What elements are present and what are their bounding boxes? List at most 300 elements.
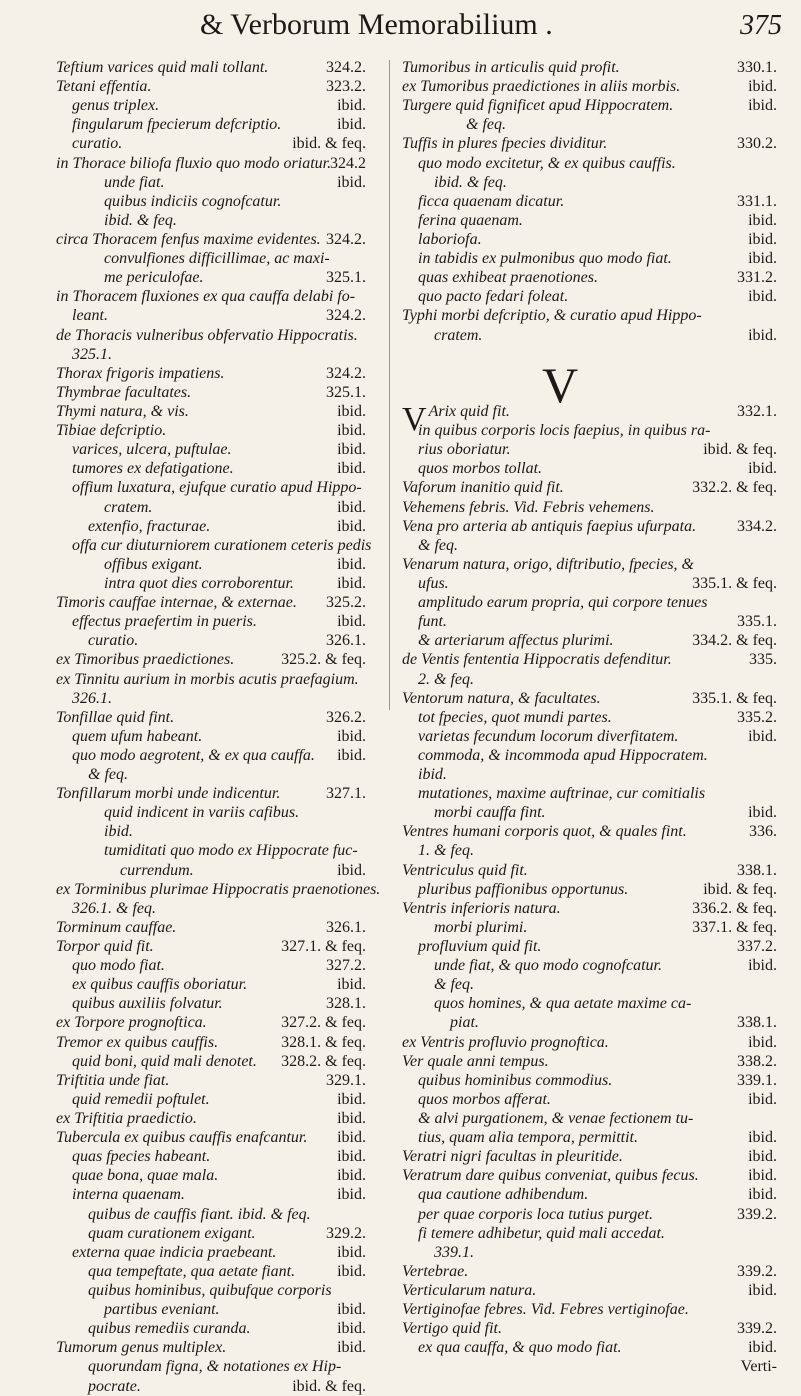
entry-text (72, 478, 362, 497)
entry-text (72, 115, 281, 134)
entry-label: curatio. (72, 135, 123, 153)
entry-label: & feq. (434, 976, 474, 994)
entry-label: quorundam figna, & notationes ex Hip- (88, 1358, 342, 1376)
entry-text (56, 918, 176, 937)
entry-text (104, 192, 281, 211)
index-column-left (56, 58, 381, 1396)
page-reference: ibid. (337, 173, 366, 191)
entry-text (56, 230, 321, 249)
index-entry (402, 727, 777, 746)
entry-text (434, 994, 691, 1013)
entry-label: Vertigo quid fit. (402, 1320, 502, 1338)
index-entry (402, 154, 777, 173)
entry-label: varietas fecundum locorum diverfitatem. (418, 727, 679, 745)
entry-text (104, 249, 330, 268)
entry-text (56, 58, 268, 77)
entry-label: qua tempeftate, qua aetate fiant. (88, 1262, 296, 1280)
entry-label: ficca quaenam dicatur. (418, 192, 565, 210)
entry-text (418, 154, 676, 173)
index-entry (56, 956, 366, 975)
entry-text (402, 1166, 699, 1185)
page-reference: 335.1. (737, 613, 777, 631)
entry-label: ibid. (104, 823, 133, 841)
page-reference: ibid. (748, 326, 777, 344)
entry-text (72, 975, 247, 994)
page-reference: 335.1. & feq. (692, 574, 777, 592)
page-reference: 327.1. & feq. (281, 938, 366, 956)
page-reference: ibid. (337, 574, 366, 592)
index-entry (402, 1052, 777, 1071)
entry-text (402, 1319, 502, 1338)
page-reference: 339.2. (737, 1205, 777, 1223)
page-reference: 334.2. (737, 517, 777, 535)
index-entry (56, 880, 381, 899)
index-entry (56, 1205, 366, 1224)
index-entry (56, 899, 366, 918)
entry-label: quas fpecies habeant. (72, 1148, 211, 1166)
index-entry (402, 670, 777, 689)
entry-text (418, 1224, 665, 1243)
entry-label: pluribus paffionibus opportunus. (418, 880, 629, 898)
page-reference: ibid. & feq. (703, 441, 777, 459)
entry-text (418, 192, 564, 211)
entry-text (72, 994, 223, 1013)
entry-text (56, 593, 297, 612)
page-reference: 324.2. (326, 59, 366, 76)
entry-text (418, 268, 598, 287)
page-reference: 326.1. (326, 632, 366, 650)
index-entry (56, 287, 366, 306)
index-entry (56, 574, 366, 593)
entry-label: Tumoribus in articulis quid profit. (402, 59, 620, 76)
entry-text (434, 918, 527, 937)
index-entry (56, 918, 366, 937)
index-entry (402, 593, 777, 612)
entry-text (402, 498, 655, 517)
entry-text (402, 689, 601, 708)
entry-text (56, 402, 189, 421)
entry-label: Thymi natura, & vis. (56, 402, 189, 420)
index-entry (402, 1281, 777, 1300)
entry-label: quem ufum habeant. (72, 727, 203, 745)
index-entry (402, 77, 777, 96)
page-reference: ibid. (337, 402, 366, 420)
entry-text (418, 459, 542, 478)
entry-text (402, 1300, 689, 1319)
entry-label: Tonfillae quid fint. (56, 708, 175, 726)
entry-label: Tubercula ex quibus cauffis enafcantur. (56, 1129, 308, 1147)
page-reference: ibid. (337, 1110, 366, 1128)
index-entry (56, 1071, 366, 1090)
page-reference: ibid. (748, 1282, 777, 1299)
index-entry (402, 1319, 777, 1338)
index-entry (402, 956, 777, 975)
index-entry (56, 841, 366, 860)
page-reference: ibid. & feq. (292, 135, 366, 153)
index-entry (402, 1205, 777, 1224)
entry-text (418, 287, 568, 306)
index-entry (402, 880, 777, 899)
entry-text (72, 727, 202, 746)
entry-text (72, 612, 257, 631)
index-entry (402, 918, 777, 937)
page-reference: ibid. (337, 460, 366, 478)
index-entry (56, 58, 366, 77)
entry-text (56, 287, 355, 306)
entry-label: 339.1. (434, 1243, 474, 1261)
page-reference: 339.2. (737, 1320, 777, 1338)
entry-text (402, 134, 607, 153)
index-entry (56, 994, 366, 1013)
entry-label: in quibus corporis locis faepius, in quibus ra- (418, 422, 711, 440)
index-entry (402, 306, 777, 325)
entry-label: & alvi purgationem, & venae fectionem tu- (418, 1110, 694, 1128)
entry-text (88, 1205, 311, 1224)
page-reference: 334.2. & feq. (692, 632, 777, 650)
page-reference: ibid. (748, 250, 777, 268)
index-entry (56, 727, 366, 746)
page-reference: ibid. (337, 498, 366, 516)
entry-text (402, 1281, 536, 1300)
entry-text (56, 364, 224, 383)
index-entry (402, 268, 777, 287)
index-entry (402, 746, 777, 765)
entry-text (434, 975, 474, 994)
index-entry (402, 861, 777, 880)
page-reference: ibid. (748, 97, 777, 115)
entry-label: 326.1. & feq. (72, 899, 156, 917)
index-entry (56, 134, 366, 153)
page-reference: ibid. (748, 230, 777, 248)
entry-text (88, 1281, 332, 1300)
index-entry (56, 1166, 366, 1185)
entry-label: varices, ulcera, puftulae. (72, 441, 232, 459)
index-entry (56, 612, 366, 631)
entry-label: Vertebrae. (402, 1262, 469, 1280)
entry-text (88, 1262, 295, 1281)
entry-text (402, 899, 561, 918)
entry-label: mutationes, maxime auftrinae, cur comitialis (418, 785, 706, 803)
index-entry (56, 326, 366, 345)
page-reference: 325.2. & feq. (281, 651, 366, 669)
blank-line (402, 345, 777, 364)
page-reference: ibid. (337, 441, 366, 459)
entry-text (418, 631, 614, 650)
entry-label: quibus remediis curanda. (88, 1320, 251, 1338)
page-reference: ibid. (337, 976, 366, 994)
index-entry (56, 154, 366, 173)
index-entry (56, 689, 366, 708)
index-entry (56, 498, 366, 517)
index-entry (402, 173, 777, 192)
entry-text (434, 956, 662, 975)
page-reference: 338.1. (737, 1014, 777, 1032)
index-entry (56, 746, 366, 765)
index-entry (56, 459, 366, 478)
entry-label: per quae corporis loca tutius purget. (418, 1205, 653, 1223)
entry-label: currendum. (120, 861, 194, 879)
entry-label: Tumorum genus multiplex. (56, 1339, 227, 1357)
entry-label: Torminum cauffae. (56, 918, 177, 936)
entry-label: tumores ex defatigatione. (72, 460, 234, 478)
entry-label: & arteriarum affectus plurimi. (418, 632, 614, 650)
index-entry (56, 1147, 366, 1166)
entry-text (88, 631, 138, 650)
entry-text (104, 1300, 220, 1319)
entry-label: ex Tinnitu aurium in morbis acutis praefagium. (56, 670, 359, 688)
entry-label: quos morbos tollat. (418, 460, 543, 478)
entry-text (434, 173, 507, 192)
entry-text (120, 861, 194, 880)
page-reference: ibid. (337, 1090, 366, 1108)
page-reference: 328.1. (326, 995, 366, 1013)
entry-label: 2. & feq. (418, 670, 474, 688)
entry-text (104, 173, 164, 192)
entry-label: quibus de cauffis fiant. ibid. & feq. (88, 1205, 311, 1223)
index-entry (402, 994, 777, 1013)
entry-text (56, 77, 151, 96)
page-reference: ibid. & feq. (703, 880, 777, 898)
entry-label: Ventorum natura, & facultates. (402, 689, 601, 707)
page-reference: ibid. (337, 1339, 366, 1357)
index-entry (56, 1013, 366, 1032)
entry-label: ex quibus cauffis oboriatur. (72, 976, 248, 994)
page-reference: 337.2. (737, 938, 777, 956)
entry-label: quos homines, & qua aetate maxime ca- (434, 995, 692, 1013)
page-number: 375 (740, 10, 782, 41)
entry-label: ex Torpore prognoftica. (56, 1014, 207, 1032)
entry-text (72, 440, 232, 459)
index-entry (56, 306, 366, 325)
entry-label: Tremor ex quibus cauffis. (56, 1033, 219, 1051)
entry-text (88, 765, 128, 784)
running-header (0, 8, 801, 50)
entry-text (56, 784, 280, 803)
index-entry (56, 650, 366, 669)
index-entry (402, 1090, 777, 1109)
entry-label: de Thoracis vulneribus obfervatio Hippocratis. (56, 326, 358, 344)
index-entry (402, 1300, 777, 1319)
page-reference: ibid. (337, 613, 366, 631)
index-entry (56, 1109, 366, 1128)
entry-label: quo modo fiat. (72, 957, 165, 975)
entry-text (418, 440, 510, 459)
index-entry (402, 536, 777, 555)
page-reference: 336. (749, 823, 777, 841)
entry-label: unde fiat, & quo modo cognofcatur. (434, 957, 662, 975)
entry-text (418, 1109, 693, 1128)
page-reference: ibid. (748, 804, 777, 822)
entry-label: amplitudo earum propria, qui corpore tenues (418, 594, 708, 612)
index-entry (56, 822, 366, 841)
entry-text (418, 727, 678, 746)
entry-text (72, 1243, 276, 1262)
entry-text (72, 689, 112, 708)
page-reference: 326.1. (326, 918, 366, 936)
entry-text (56, 650, 234, 669)
page-reference: 338.2. (737, 1052, 777, 1070)
entry-text (418, 765, 447, 784)
entry-label: morbi cauffa fint. (434, 804, 546, 822)
entry-text (418, 211, 523, 230)
page-reference: 324.2. (326, 364, 366, 382)
index-entry (56, 1243, 366, 1262)
entry-text (88, 1377, 141, 1396)
entry-label: & feq. (418, 536, 458, 554)
index-entry (56, 1262, 366, 1281)
index-entry (56, 478, 366, 497)
entry-label: tot fpecies, quot mundi partes. (418, 708, 612, 726)
page-reference: 335. (749, 651, 777, 669)
page-reference: ibid. (337, 422, 366, 440)
entry-text (402, 96, 673, 115)
entry-text (418, 536, 458, 555)
index-entry (402, 192, 777, 211)
entry-label: Thorax frigoris impatiens. (56, 364, 225, 382)
index-entry (402, 937, 777, 956)
entry-label: cratem. (434, 326, 483, 344)
index-entry (56, 77, 366, 96)
entry-label: offa cur diuturniorem curationem ceteris pedis (72, 536, 372, 554)
entry-text (402, 1033, 609, 1052)
entry-text (418, 1090, 551, 1109)
page-reference: 336.2. & feq. (692, 899, 777, 917)
page-reference: 324.2 (330, 154, 366, 172)
entry-label: de Ventis fententia Hippocratis defenditur. (402, 651, 672, 669)
entry-text (88, 1357, 341, 1376)
entry-text (104, 498, 152, 517)
entry-label: piat. (450, 1014, 479, 1032)
entry-text (402, 1262, 468, 1281)
entry-label: 1. & feq. (418, 842, 474, 860)
entry-label: Tonfillarum morbi unde indicentur. (56, 785, 281, 803)
page-reference: 330.2. (737, 135, 777, 153)
column-rule (389, 60, 390, 710)
entry-label: laboriofa. (418, 230, 482, 248)
entry-label: cratem. (104, 498, 153, 516)
page-reference: ibid. (748, 78, 777, 96)
page-reference: ibid. (337, 97, 366, 115)
blank-line (402, 383, 777, 402)
entry-label: commoda, & incommoda apud Hippocratem. (418, 746, 708, 764)
entry-text (104, 822, 133, 841)
index-entry (402, 498, 777, 517)
page-reference: 330.1. (737, 59, 777, 76)
entry-label: Typhi morbi defcriptio, & curatio apud Hippo- (402, 307, 702, 325)
entry-label: extenfio, fracturae. (88, 517, 211, 535)
index-entry (56, 784, 366, 803)
entry-label: 325.1. (72, 345, 112, 363)
index-entry (56, 268, 366, 287)
entry-text (72, 1052, 257, 1071)
entry-label: curatio. (88, 632, 139, 650)
index-entry (402, 1128, 777, 1147)
index-entry (402, 1243, 777, 1262)
entry-label: me periculofae. (104, 269, 204, 287)
entry-text (56, 1071, 169, 1090)
page-reference: 326.2. (326, 708, 366, 726)
entry-label: fi temere adhibetur, quid mali accedat. (418, 1224, 665, 1242)
index-entry (56, 96, 366, 115)
entry-text (72, 306, 108, 325)
entry-text (402, 478, 564, 497)
entry-label: convulfiones difficillimae, ac maxi- (104, 250, 330, 268)
entry-label: offium luxatura, ejufque curatio apud Hippo- (72, 479, 362, 497)
entry-text (434, 326, 482, 345)
entry-text (434, 803, 546, 822)
index-entry (402, 1109, 777, 1128)
index-entry (402, 555, 777, 574)
page-reference: ibid. (748, 211, 777, 229)
page-reference: 331.1. (737, 192, 777, 210)
entry-text (104, 211, 177, 230)
entry-label: quid remedii poftulet. (72, 1090, 210, 1108)
index-entry (402, 1185, 777, 1204)
entry-label: Ventriculus quid fit. (402, 861, 528, 879)
entry-text (56, 937, 154, 956)
entry-label: Vaforum inanitio quid fit. (402, 479, 564, 497)
index-entry (56, 975, 366, 994)
entry-label: effectus praefertim in pueris. (72, 613, 257, 631)
page-reference: 329.1. (326, 1071, 366, 1089)
entry-text (56, 1033, 218, 1052)
entry-label: quas exhibeat praenotiones. (418, 269, 598, 287)
entry-label: circa Thoracem fenfus maxime evidentes. (56, 230, 321, 248)
entry-label: in Thoracem fluxiones ex qua cauffa delabi fo- (56, 288, 356, 306)
index-entry (402, 574, 777, 593)
entry-text (418, 880, 628, 899)
index-entry (56, 937, 366, 956)
index-entry (402, 631, 777, 650)
entry-label: ex Triftitia praedictio. (56, 1110, 197, 1128)
entry-label: ferina quaenam. (418, 211, 523, 229)
index-entry (402, 287, 777, 306)
page-reference: 332.1. (737, 402, 777, 420)
entry-text (72, 459, 234, 478)
index-entry (402, 115, 777, 134)
entry-text (418, 937, 541, 956)
entry-text (402, 77, 680, 96)
entry-label: genus triplex. (72, 97, 160, 115)
entry-text (72, 899, 156, 918)
entry-label: interna quaenam. (72, 1186, 185, 1204)
index-entry (56, 115, 366, 134)
index-entry (402, 421, 777, 440)
index-entry (402, 249, 777, 268)
entry-label: quid boni, quid mali denotet. (72, 1052, 257, 1070)
index-entry (56, 383, 366, 402)
page-reference: ibid. (748, 1186, 777, 1204)
entry-label: quo modo aegrotent, & ex qua cauffa. (72, 746, 315, 764)
page-reference: ibid. (337, 861, 366, 879)
index-entry (56, 421, 366, 440)
entry-label: in tabidis ex pulmonibus quo modo fiat. (418, 250, 672, 268)
entry-text (56, 708, 174, 727)
index-entry (402, 478, 777, 497)
entry-text (72, 1090, 210, 1109)
running-title: & Verborum Memorabilium . (200, 8, 553, 41)
page-reference: 325.1. (326, 383, 366, 401)
page-reference: ibid. (337, 1129, 366, 1147)
index-entry (402, 1338, 777, 1357)
page-reference: 329.2. (326, 1224, 366, 1242)
index-entry (56, 345, 366, 364)
index-entry (402, 899, 777, 918)
entry-label: quid indicent in variis cafibus. (104, 804, 300, 822)
page-reference: 335.1. & feq. (692, 689, 777, 707)
entry-label: Tetani effentia. (56, 78, 152, 96)
entry-text (418, 574, 449, 593)
